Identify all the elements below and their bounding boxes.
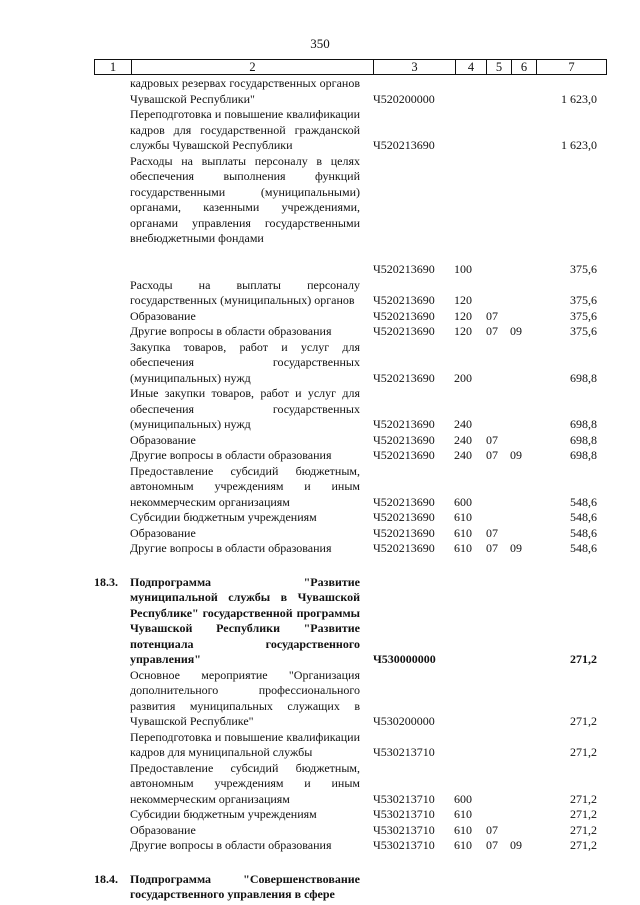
row-description: Образование [130,525,196,540]
amount: 271,2 [570,838,597,852]
section-row [94,575,607,668]
section-code: 07 [486,541,498,555]
row-description: Переподготовка и повышение квалификации кадров для муниципальной службы [130,729,360,759]
target-code: Ч520213690 [373,370,435,385]
target-code: Ч520213690 [373,324,435,338]
row-description: Субсидии бюджетным учреждениям [130,510,317,524]
col-header-2: 2 [132,60,374,75]
table-row [94,433,607,449]
row-description: Другие вопросы в области образования [130,324,332,338]
expense-type: 200 [454,370,472,385]
target-code: Ч530200000 [373,714,435,728]
amount: 271,2 [570,714,597,728]
target-code: Ч520213690 [373,293,435,307]
table-row [94,76,607,107]
target-code: Ч520213690 [373,432,435,447]
section-code: 07 [486,308,498,323]
table-row [94,838,607,854]
table-row [94,464,607,511]
row-description: Расходы на выплаты персоналу в целях обеспечения выполнения функций государственными (муниципальными) органами, казенными учреждениями, органами управления государственными внебюджетными фондами [130,153,360,245]
table-row [94,730,607,761]
row-description: Переподготовка и повышение квалификации кадров для государственной гражданской службы Чувашской Республики [130,107,360,152]
target-code: Ч520213690 [373,525,435,540]
col-header-1: 1 [95,60,132,75]
target-code: Ч530213710 [373,807,435,821]
amount: 271,2 [570,745,597,759]
row-description: Предоставление субсидий бюджетным, автономным учреждениям и иным некоммерческим организациям [130,463,360,509]
table-row [94,807,607,823]
row-description: Другие вопросы в области образования [130,541,332,555]
column-header-row [94,59,607,75]
row-description: Предоставление субсидий бюджетным, автономным учреждениям и иным некоммерческим организациям [130,760,360,806]
target-code: Ч530213710 [373,838,435,852]
expense-type: 120 [454,293,472,307]
expense-type: 610 [454,541,472,555]
amount: 548,6 [570,510,597,524]
target-code: Ч520213690 [373,494,435,509]
target-code: Ч520213690 [373,262,435,276]
row-description: кадровых резервах государственных органов Чувашской Республики" [130,76,360,106]
row-description: Подпрограмма "Развитие муниципальной службы в Чувашской Республике" государственной программы Чувашской Республики "Развитие потенциала государственного управления" [130,574,360,666]
target-code: Ч520213690 [373,510,435,524]
amount: 548,6 [570,494,597,509]
table-row [94,526,607,542]
target-code: Ч530213710 [373,822,435,837]
section-code: 07 [486,838,498,852]
expense-type: 610 [454,807,472,821]
expense-type: 610 [454,525,472,540]
row-description: Образование [130,822,196,837]
row-description: Другие вопросы в области образования [130,838,332,852]
table-row [94,541,607,557]
table-row [94,668,607,730]
section-code: 07 [486,822,498,837]
subsection-code: 09 [510,324,522,338]
row-description: Закупка товаров, работ и услуг для обеспечения государственных (муниципальных) нужд [130,339,360,385]
target-code: Ч530213710 [373,745,435,759]
target-code: Ч520213690 [373,417,435,431]
expense-type: 610 [454,510,472,524]
target-code: Ч520213690 [373,308,435,323]
row-description: Образование [130,308,196,323]
expense-type: 240 [454,417,472,431]
target-code: Ч520213690 [373,541,435,555]
row-description: Расходы на выплаты персоналу государственных (муниципальных) органов [130,277,360,307]
expense-type: 600 [454,791,472,806]
table-row [94,107,607,154]
amount: 375,6 [570,262,597,276]
subsection-code: 09 [510,838,522,852]
section-number: 18.4. [94,871,118,886]
section-code: 07 [486,448,498,462]
row-description: Основное мероприятие "Организация дополнительного профессионального развития муниципальных служащих в Чувашской Республике" [130,667,360,728]
section-code: 07 [486,525,498,540]
amount: 271,2 [570,791,597,806]
table-row [94,386,607,433]
table-row [94,510,607,526]
target-code: Ч520200000 [373,91,435,106]
target-code: Ч530000000 [373,652,436,666]
section-code: 07 [486,432,498,447]
section-number: 18.3. [94,574,118,589]
amount: 1 623,0 [561,138,597,152]
table-row [94,278,607,309]
row-description: Субсидии бюджетным учреждениям [130,807,317,821]
table-row [94,823,607,839]
section-row [94,872,607,903]
amount: 271,2 [570,807,597,821]
table-row [94,761,607,808]
page-number: 350 [310,36,330,51]
row-description: Образование [130,432,196,447]
col-header-5: 5 [487,60,512,75]
amount: 375,6 [570,308,597,323]
expense-type: 610 [454,838,472,852]
row-description: Другие вопросы в области образования [130,448,332,462]
amount: 698,8 [570,417,597,431]
col-header-6: 6 [512,60,537,75]
expense-type: 600 [454,494,472,509]
section-code: 07 [486,324,498,338]
expense-type: 100 [454,262,472,276]
amount: 698,8 [570,370,597,385]
amount: 271,2 [570,822,597,837]
col-header-3: 3 [374,60,456,75]
amount: 375,6 [570,293,597,307]
expense-type: 120 [454,308,472,323]
table-row [94,340,607,387]
row-description: Иные закупки товаров, работ и услуг для обеспечения государственных (муниципальных) нужд [130,386,360,431]
table-row [94,324,607,340]
expense-type: 610 [454,822,472,837]
table-row [94,154,607,278]
expense-type: 240 [454,448,472,462]
subsection-code: 09 [510,541,522,555]
row-description: Подпрограмма "Совершенствование государственного управления в сфере [130,871,360,901]
expense-type: 120 [454,324,472,338]
target-code: Ч520213690 [373,138,435,152]
subsection-code: 09 [510,448,522,462]
amount: 698,8 [570,448,597,462]
amount: 375,6 [570,324,597,338]
col-header-4: 4 [456,60,487,75]
target-code: Ч530213710 [373,791,435,806]
table-row [94,448,607,464]
expense-type: 240 [454,432,472,447]
table-row [94,309,607,325]
target-code: Ч520213690 [373,448,435,462]
amount: 548,6 [570,541,597,555]
amount: 698,8 [570,432,597,447]
col-header-7: 7 [537,60,607,75]
amount: 271,2 [570,652,597,666]
amount: 548,6 [570,525,597,540]
amount: 1 623,0 [561,91,597,106]
